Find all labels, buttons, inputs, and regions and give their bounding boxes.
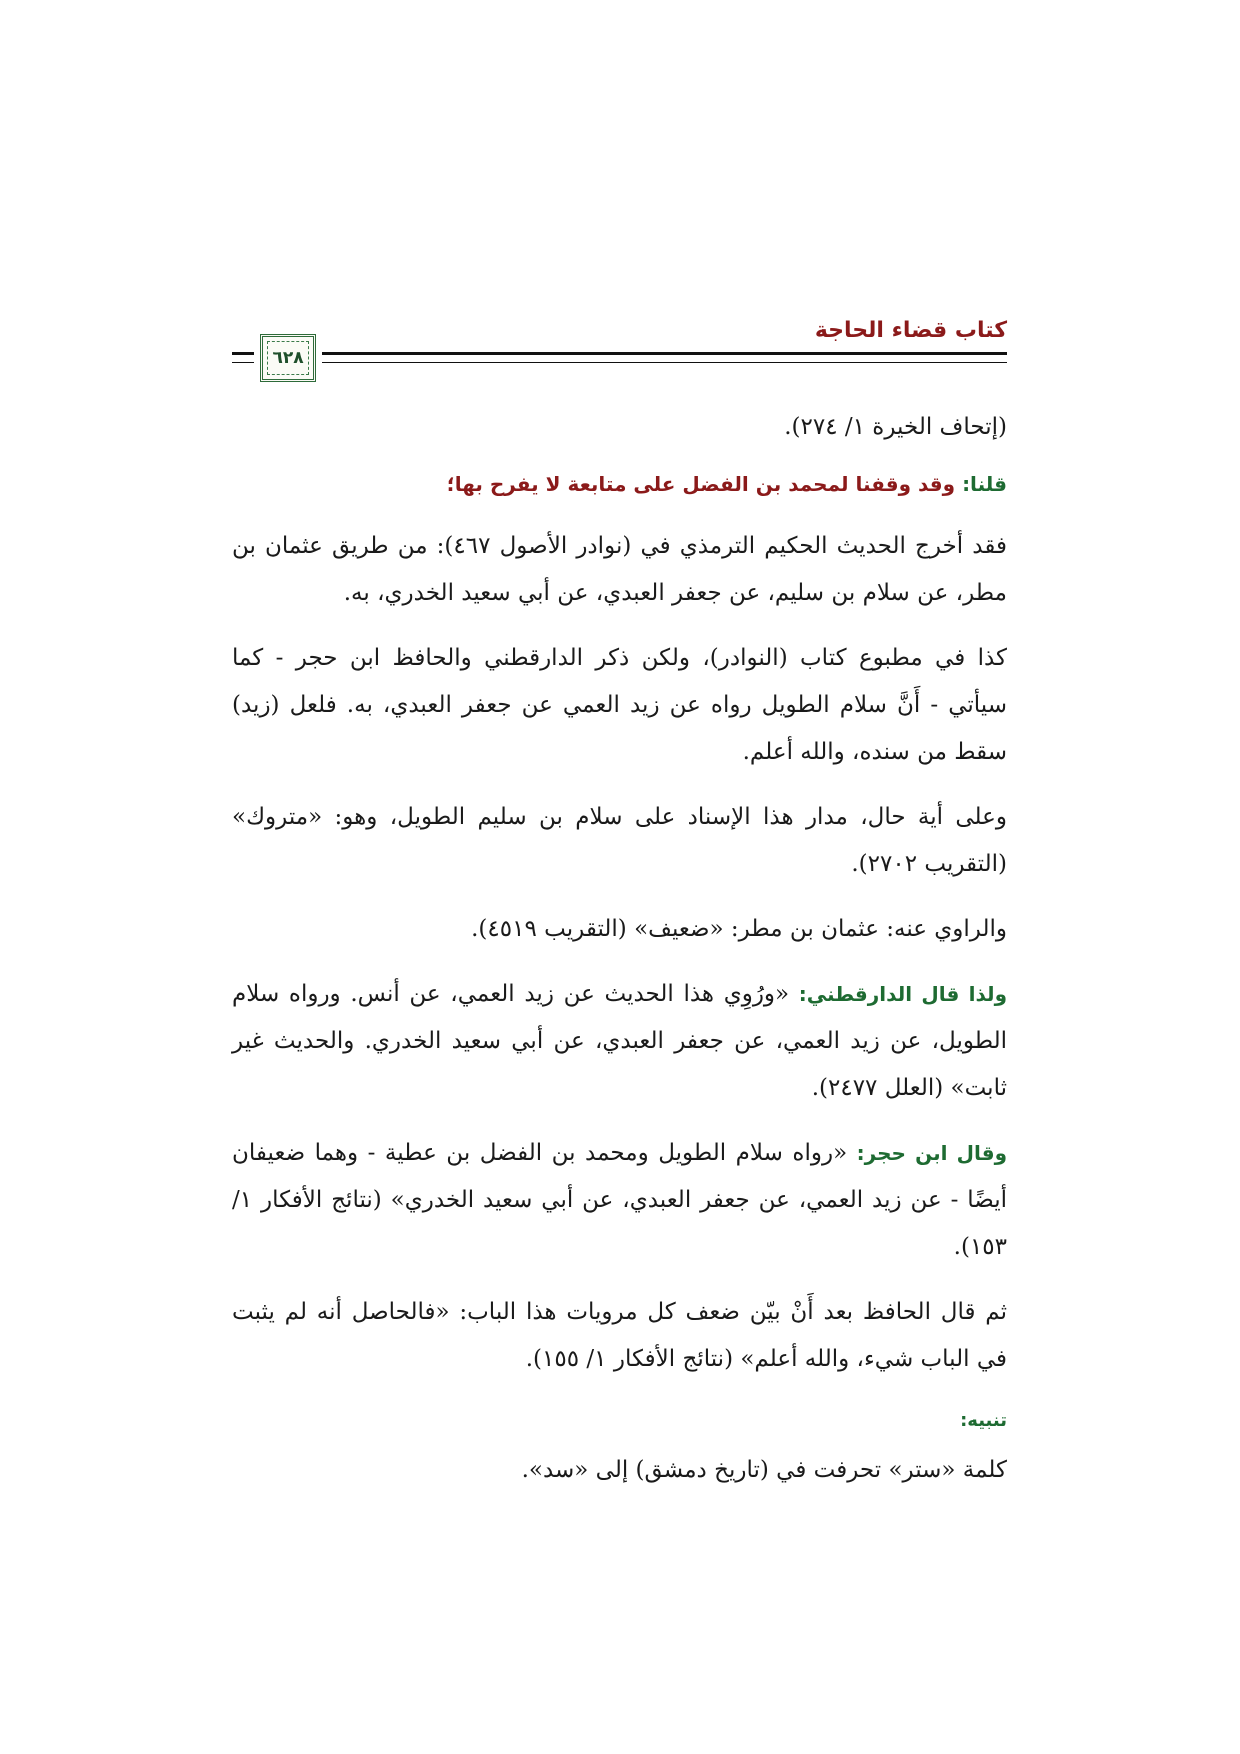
paragraph-daraqutni (232, 971, 1007, 1112)
header-rule (322, 352, 1007, 355)
paragraph-hafiz: ثم قال الحافظ بعد أَنْ بيّن ضعف كل مرويات هذا الباب: «فالحاصل أنه لم يثبت في الباب شيء، والله أعلم» (نتائج الأفكار ١/ ١٥٥). (232, 1299, 1007, 1372)
daraqutni-lead: ولذا قال الدارقطني: (798, 982, 1007, 1006)
header-rule-left-thin (232, 362, 254, 363)
qulna-lead: قلنا: (962, 472, 1007, 496)
page-number-badge (260, 334, 316, 382)
daraqutni-text: «ورُوِي هذا الحديث عن زيد العمي، عن أنس. ورواه سلام الطويل، عن زيد العمي، عن جعفر العبدي، عن أبي سعيد الخدري. والحديث غير ثابت» (العلل ٢٤٧٧). (232, 981, 1007, 1101)
page-content (232, 404, 1007, 1494)
paragraph-rawi: والراوي عنه: عثمان بن مطر: «ضعيف» (التقريب ٤٥١٩). (471, 916, 1007, 942)
ibn-hajar-lead: وقال ابن حجر: (856, 1141, 1008, 1165)
page-header (232, 300, 1007, 390)
page (232, 300, 1007, 1512)
header-rule-thin (322, 362, 1007, 363)
page-number: ٦٢٨ (272, 348, 304, 368)
paragraph-ibn-hajar (232, 1130, 1007, 1271)
paragraph-takhrij: فقد أخرج الحديث الحكيم الترمذي في (نوادر الأصول ٤٦٧): من طريق عثمان بن مطر، عن سلام بن سليم، عن جعفر العبدي، عن أبي سعيد الخدري، به. (232, 533, 1007, 606)
qulna-text: وقد وقفنا لمحمد بن الفضل على متابعة لا يفرح بها؛ (446, 472, 956, 496)
paragraph-nawadir: كذا في مطبوع كتاب (النوادر)، ولكن ذكر الدارقطني والحافظ ابن حجر - كما سيأتي - أَنَّ سلام الطويل رواه عن زيد العمي عن جعفر العبدي، به. فلعل (زيد) سقط من سنده، والله أعلم. (232, 645, 1007, 765)
paragraph-note: كلمة «ستر» تحرفت في (تاريخ دمشق) إلى «سد». (521, 1457, 1007, 1483)
note-label: تنبيه: (960, 1410, 1007, 1431)
paragraph-madar: وعلى أية حال، مدار هذا الإسناد على سلام بن سليم الطويل، وهو: «متروك» (التقريب ٢٧٠٢). (232, 804, 1007, 877)
book-title: كتاب قضاء الحاجة (814, 318, 1007, 343)
header-rule-left (232, 352, 254, 355)
paragraph-citation: (إتحاف الخيرة ١/ ٢٧٤). (784, 414, 1007, 440)
paragraph-qulna (232, 461, 1007, 507)
ibn-hajar-text: «رواه سلام الطويل ومحمد بن الفضل بن عطية - وهما ضعيفان أيضًا - عن زيد العمي، عن جعفر العبدي، عن أبي سعيد الخدري» (نتائج الأفكار ١/ ١٥٣). (232, 1140, 1007, 1260)
